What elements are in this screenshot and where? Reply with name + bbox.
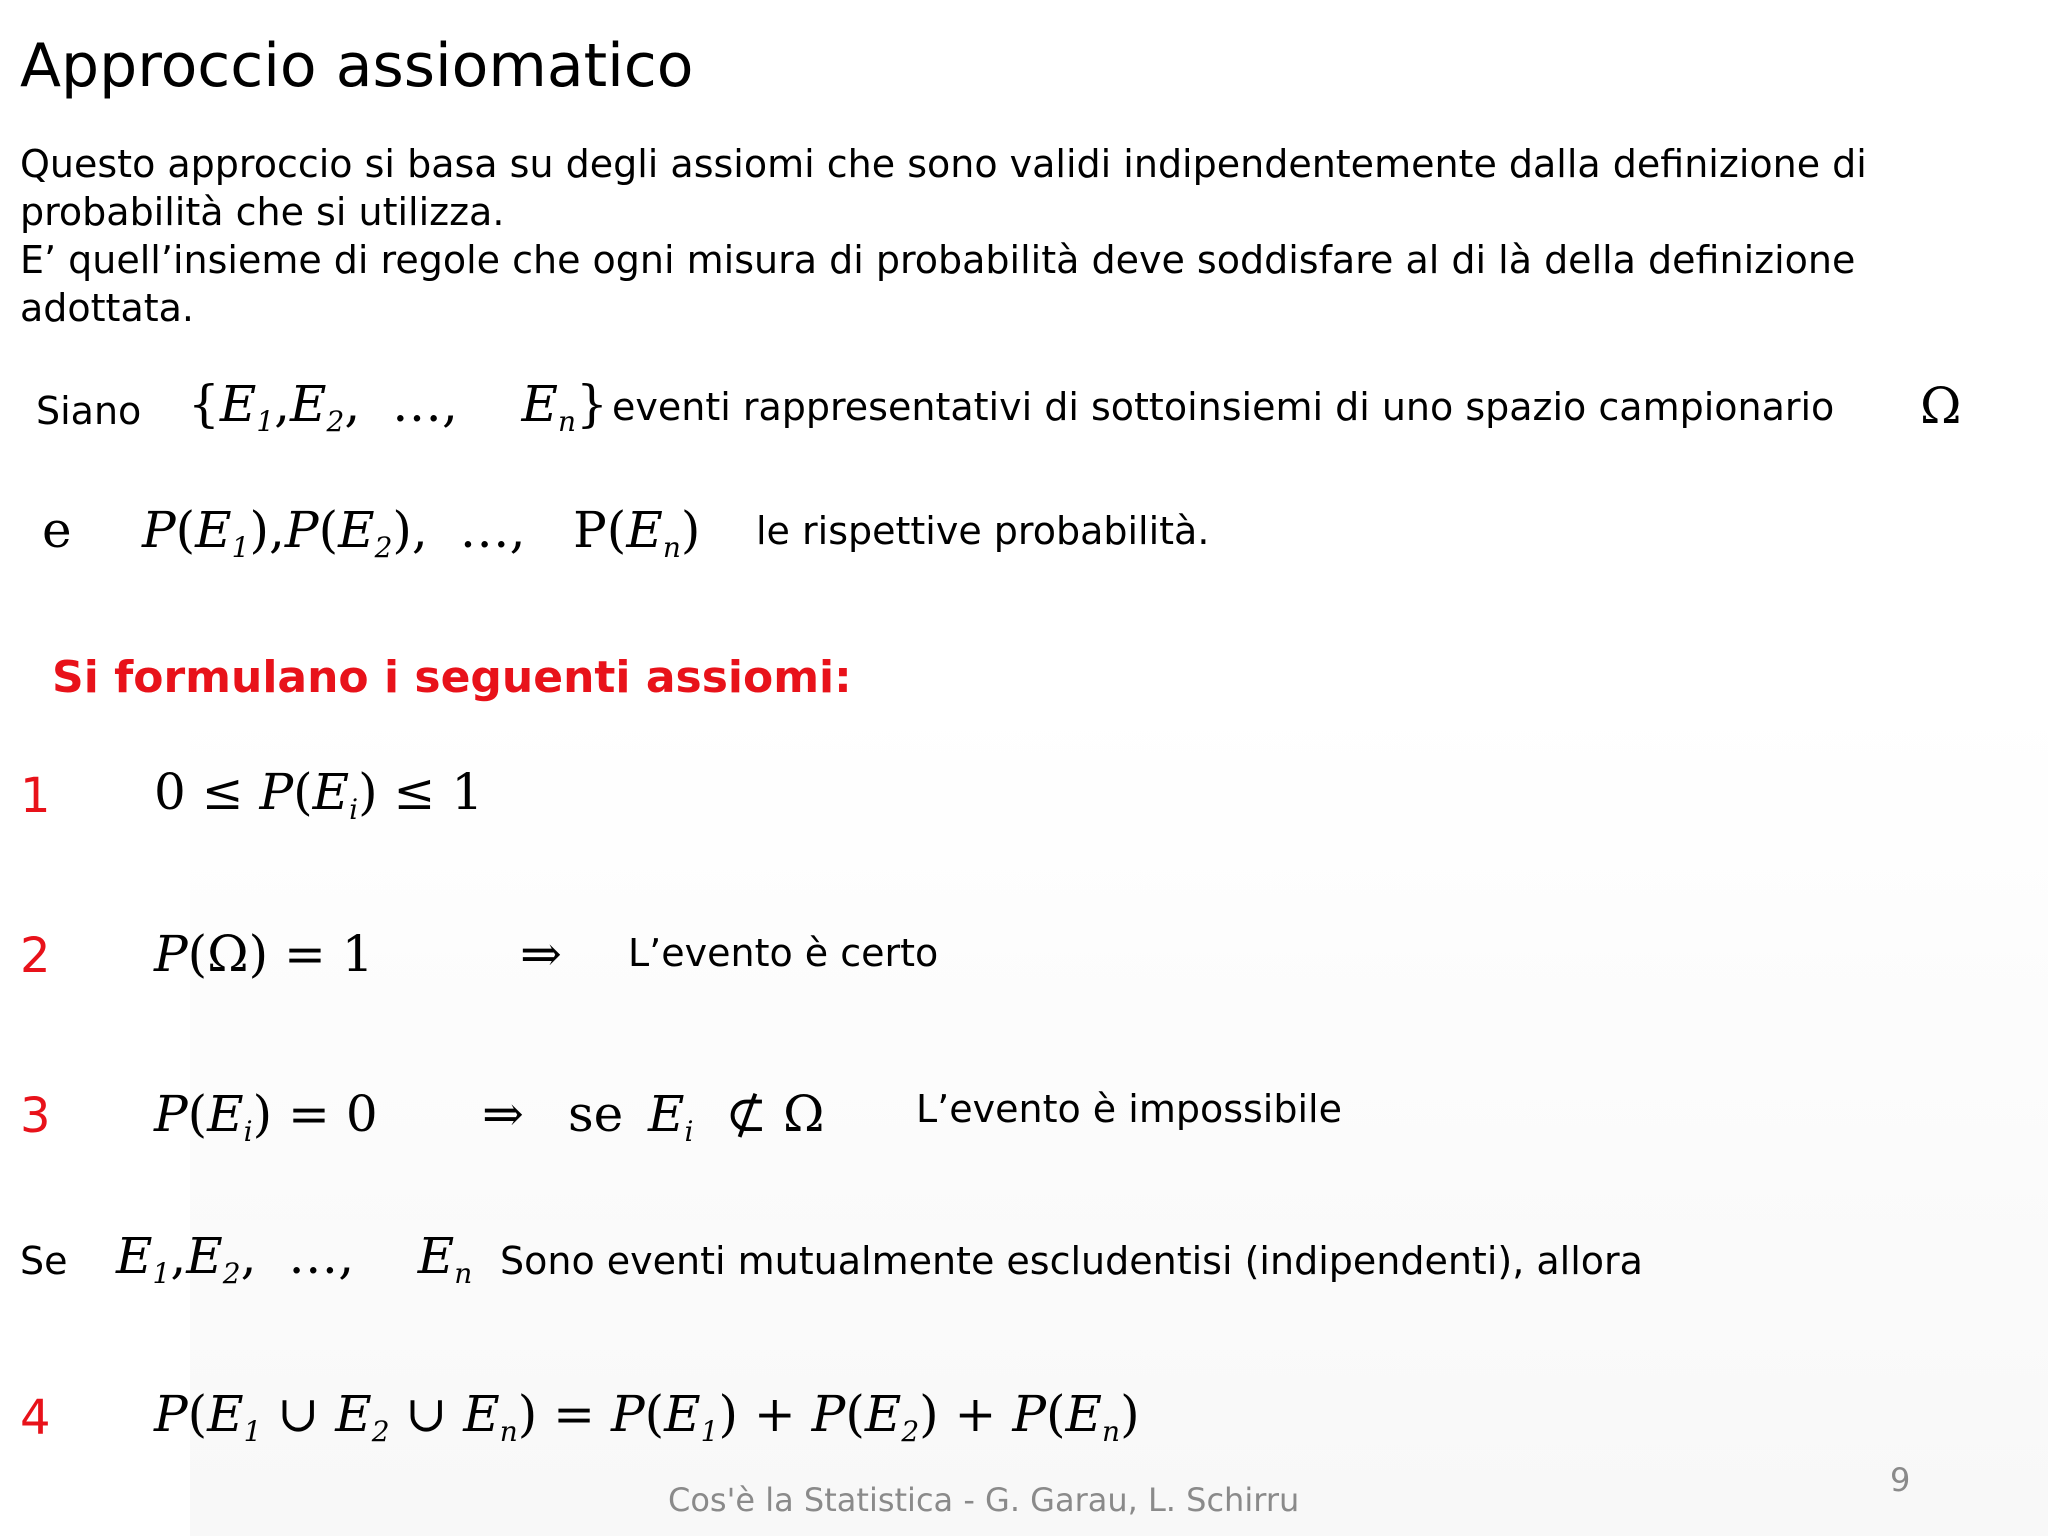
axiom-3-condition: $E_i$ ⊄ Ω — [648, 1085, 825, 1148]
axiom-3-note: L’evento è impossibile — [916, 1087, 1342, 1131]
intro-paragraph-1: Questo approccio si basa su degli assiomi che sono validi indipendentemente dalla definizione di probabilità che si utilizza. — [20, 142, 1867, 234]
axiom-number-3: 3 — [20, 1088, 51, 1144]
slide-title: Approccio assiomatico — [20, 31, 694, 101]
implies-arrow: ⇒ — [482, 1085, 524, 1143]
page-number: 9 — [1890, 1461, 1911, 1499]
events-set-formula: {$E_1,E_2$, …, $E_n$} — [188, 375, 608, 438]
probabilities-formula: $P(E_1),P(E_2)$, …, $P(E_n)$ — [142, 501, 701, 564]
axiom-4-formula: $P(E_1$ ∪ $E_2$ ∪ $E_n) = P(E_1) + P(E_2) + P(E_n)$ — [154, 1385, 1140, 1448]
condition-prefix: Se — [20, 1239, 68, 1283]
axiom-number-4: 4 — [20, 1390, 51, 1446]
axiom-2-formula: P(Ω) = 1 — [154, 925, 374, 983]
axiom-1-formula: $0 \le P(E_i) \le 1$ — [154, 763, 484, 826]
events-prefix: Siano — [36, 389, 142, 433]
intro-text — [20, 140, 2010, 332]
axiom-number-1: 1 — [20, 768, 51, 824]
omega-symbol: Ω — [1920, 377, 1962, 435]
events-description: eventi rappresentativi di sottoinsiemi di uno spazio campionario — [612, 385, 1835, 429]
axiom-3-se: se — [568, 1085, 624, 1143]
condition-description: Sono eventi mutualmente escludentisi (indipendenti), allora — [500, 1239, 1643, 1283]
footer-credit: Cos'è la Statistica - G. Garau, L. Schirru — [668, 1481, 1300, 1519]
intro-paragraph-2: E’ quell’insieme di regole che ogni misura di probabilità deve soddisfare al di là della definizione adottata. — [20, 238, 1856, 330]
axiom-3-formula: $P(E_i) = 0$ — [154, 1085, 378, 1148]
probabilities-prefix: e — [42, 501, 72, 559]
condition-events-formula: $E_1,E_2$, …, $E_n$ — [116, 1227, 473, 1290]
probabilities-description: le rispettive probabilità. — [756, 509, 1210, 553]
implies-arrow: ⇒ — [520, 925, 562, 983]
axiom-number-2: 2 — [20, 928, 51, 984]
axioms-heading: Si formulano i seguenti assiomi: — [52, 652, 852, 703]
axiom-2-note: L’evento è certo — [628, 931, 939, 975]
